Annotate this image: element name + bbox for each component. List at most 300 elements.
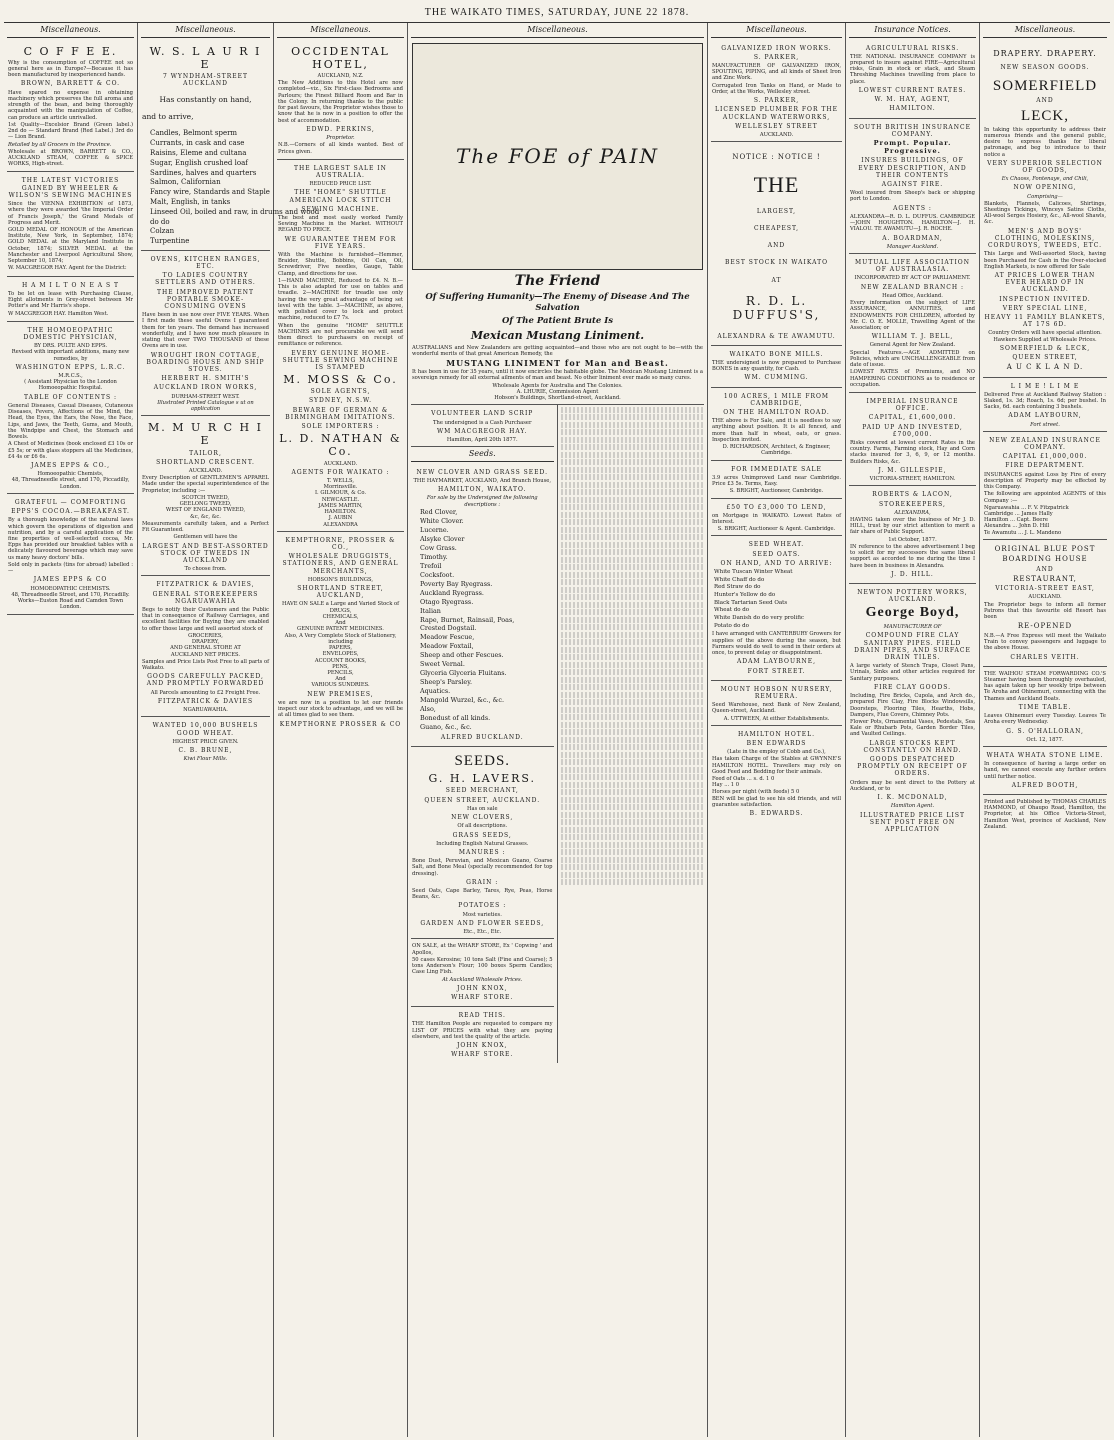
price-list <box>712 776 841 795</box>
ad-body: A Chest of Medicines (book enclosed £3 10s or £5 5s; or with glass stoppers all the Medicines, £4 4s or £6 6s. <box>8 441 133 460</box>
ad-line: AND <box>767 242 786 250</box>
agent-item: Morrinsville. <box>323 484 358 491</box>
list-item: Auckland Ryegrass. <box>420 588 484 597</box>
read-this-ad <box>411 1007 554 1063</box>
text-line <box>561 759 705 765</box>
properties-for-disposal <box>561 407 705 886</box>
ad-body: W MACGREGOR HAY. Hamilton West. <box>8 310 109 317</box>
galvanized-iron-ad <box>711 40 842 143</box>
ad-line: Hobson's Buildings, Shortland-street, Auckland. <box>494 395 621 402</box>
ad-line: AND <box>1036 97 1054 105</box>
ad-title: ROBERTS & LACON, <box>872 491 953 499</box>
ad-line: GRASS SEEDS, <box>452 831 512 839</box>
ad-body: Begs to notify their Customers and the Public that in consequence of Railway Carriages, and excellent facilities for Buying they are enabled to offer those large and well assorted stock of <box>142 606 269 632</box>
ad-body: Wholesale at BROWN, BARRETT & CO., AUCKLAND STEAM, COFFEE & SPICE WORKS, High-street. <box>8 148 133 168</box>
epps-cocoa-ad <box>7 494 134 615</box>
text-line <box>561 459 705 465</box>
home-shuttle-ad <box>277 160 404 532</box>
ad-line: EVERY GENUINE HOME-SHUTTLE SEWING MACHINE IS STAMPED <box>282 349 399 371</box>
ad-body: 1—HAND MACHINE, Reduced to £4. N. B.—This is also adapted for use on tables and treadle. 2—MACHINE for treadle use only having the very great advantage of being set level with the table. 3—MACHINE, as above, with polished cover to lock and protect machine, reduced to £7 7s. <box>278 277 403 322</box>
ad-title: L I M E ! L I M E <box>1010 382 1080 390</box>
ad-line: NEW CLOVERS, <box>451 814 514 822</box>
text-line <box>561 857 705 863</box>
ad-body: The Proprietor begs to inform all former Patrons that this favourite old Resort has been <box>984 601 1106 621</box>
ad-line: Kiwi Flour Mills. <box>183 756 228 763</box>
agent-item: J. AUBIN <box>328 515 353 522</box>
list-item: Turpentine <box>150 237 190 246</box>
ad-title: The Friend <box>514 272 601 289</box>
ad-line: A. LHURIE, Commission Agent <box>516 388 599 395</box>
ad-line: FIRE CLAY GOODS. <box>873 683 952 691</box>
ad-title: 100 ACRES, 1 MILE FROM CAMBRIDGE, <box>723 392 830 407</box>
list-item: White Danish do do very prolific <box>714 615 805 622</box>
list-item: PENS, <box>332 663 349 670</box>
list-item: Alsyke Clover <box>420 534 465 543</box>
list-item: AUCKLAND NET PRICES. <box>170 651 241 658</box>
ad-line: NEW ZEALAND BRANCH : <box>860 283 965 291</box>
text-line <box>561 444 705 450</box>
text-line <box>561 429 705 435</box>
item-list <box>142 495 269 520</box>
ad-line: SEED MERCHANT, <box>445 787 519 795</box>
whata-lime-ad <box>983 747 1107 795</box>
column-header: Miscellaneous. <box>7 23 134 38</box>
column-header: Miscellaneous. <box>141 23 270 38</box>
ad-line: Prompt. Popular. Progressive. <box>873 138 952 155</box>
ad-line: SYDNEY, N.S.W. <box>308 397 373 405</box>
ad-line: CAPITAL £1,000,000. <box>1002 453 1088 461</box>
ad-body: Have been in use now over FIVE YEARS. When I first made these useful Ovens I guaranteed them for ten years. The demand has increased wonderfully, and I have now much pleasure in stating that over TWO THOUSAND of these Ovens are in use. <box>142 312 269 350</box>
ad-title: H A M I L T O N E A S T <box>21 281 120 289</box>
list-item: DRAPERY, <box>191 639 220 646</box>
agent-list <box>278 478 403 528</box>
ad-line: Illustrated Printed Catalogue s ut on application <box>157 399 254 413</box>
text-line <box>561 819 705 825</box>
text-line <box>561 864 705 870</box>
price-item: Hay ... 1 0 <box>712 782 740 789</box>
ovens-ad <box>141 251 270 416</box>
agent-item: HAMILTON. <box>324 509 357 516</box>
ad-line: Including English Natural Grasses. <box>436 840 529 847</box>
text-line <box>561 677 705 683</box>
list-item: And <box>335 620 346 627</box>
masthead: THE WAIKATO TIMES, SATURDAY, JUNE 22 1878. <box>4 4 1110 23</box>
ad-line: ALEXANDRA & TE AWAMUTU. <box>717 332 836 340</box>
ad-line: ( Assistant Physician to the London Homoeopathic Hospital. <box>24 379 117 392</box>
text-line <box>561 782 705 788</box>
list-item: Cocksfoot. <box>420 570 455 579</box>
text-line <box>561 624 705 630</box>
ad-title: FITZPATRICK & DAVIES, <box>156 581 255 589</box>
ad-line: WE GUARANTEE THEM FOR FIVE YEARS. <box>284 235 397 250</box>
price-item: Horses per night (with feeds) 5 0 <box>712 788 800 795</box>
ad-body: Bone Dust, Peruvian, and Mexican Guano, Coarse Salt, and Bone Meal (specially recommended for top dressing). <box>412 858 553 877</box>
column-header: Insurance Notices. <box>849 23 976 38</box>
column-3 <box>274 23 408 1437</box>
text-line <box>561 744 705 750</box>
ad-body: Every Description of GENTLEMEN'S APPAREL Made under the special superintendence of the Proprietor, including :— <box>142 475 269 494</box>
ad-title: SEED WHEAT. <box>748 541 805 549</box>
ad-line: To choose from. <box>184 566 227 573</box>
text-line <box>561 654 705 660</box>
list-item: Wheat do do <box>714 607 750 614</box>
list-item: Red Clover, <box>420 507 458 516</box>
ad-line: VERY SPECIAL LINE, <box>1002 304 1088 312</box>
text-line <box>561 849 705 855</box>
ad-title: WANTED 10,000 BUSHELS GOOD WHEAT. <box>152 722 259 737</box>
ad-line: Manager Auckland. <box>886 243 939 250</box>
ad-line: NEW PREMISES, <box>307 690 374 698</box>
column-4-split <box>411 405 704 1063</box>
ad-body: HAVING taken over the business of Mr J. D. HILL, trust by our strict attention to merit a fair share of Public Support. <box>850 516 975 536</box>
ad-line: NEW SEASON GOODS. <box>1000 64 1090 72</box>
ad-line: ALFRED BUCKLAND. <box>440 734 524 742</box>
list-item: Sweet Vernal. <box>420 660 465 669</box>
ad-line: ON HAND, AND TO ARRIVE: <box>720 559 833 567</box>
ad-body: The best and most easily worked Family Sewing Machine in the Market. WITHOUT REGARD TO PRICE. <box>278 214 403 234</box>
text-line <box>561 722 705 728</box>
ad-title: R. D. L. DUFFUS'S, <box>732 293 821 323</box>
text-line <box>561 639 705 645</box>
ad-body: To be let on lease with Purchasing Clause, Eight allotments in Grey-street between Mr Potter's and Mr Harris's shops. <box>8 290 133 310</box>
ad-line: AUCKLAND. <box>188 468 223 475</box>
ad-line: HERBERT H. SMITH'S <box>161 375 250 383</box>
ad-body: N.B.—A Free Express will meet the Waikato Train to convey passengers and luggage to the above House. <box>984 632 1106 652</box>
ad-line: Has constantly on hand, <box>159 95 252 105</box>
ad-line: WM. CUMMING. <box>744 374 809 382</box>
ad-body: In consequence of having a large order on hand, we cannot execute any further orders until further notice. <box>984 761 1106 780</box>
ad-line: G. S. O'HALLORAN, <box>1006 727 1084 735</box>
ad-line: C. B. BRUNE, <box>178 746 233 754</box>
list-item: Colzan <box>150 227 175 236</box>
text-line <box>561 729 705 735</box>
ad-title: ORIGINAL BLUE POST <box>994 544 1096 553</box>
list-item: VARIOUS SUNDRIES. <box>311 682 370 689</box>
ad-line: BY DRS. PULTE AND EPPS. <box>33 343 108 350</box>
ad-line: FIRE DEPARTMENT. <box>1005 462 1085 470</box>
agent-item: Alexandra ... John D. Hill <box>984 523 1050 530</box>
text-line <box>561 609 705 615</box>
ad-body: Leaves Ohinemuri every Tuesday. Leaves Te Aroha every Wednesday. <box>984 713 1106 726</box>
ad-body: Corrugated Iron Tanks on Hand, or Made to Order, at the Works, Wellesley street. <box>712 82 841 95</box>
hamilton-hotel-ad <box>711 726 842 823</box>
item-list <box>142 633 269 658</box>
ad-line: AGAINST FIRE. <box>881 181 944 189</box>
ad-body: It has been in use for 35 years, until it now encircles the habitable globe. The Mexican Mustang Liniment is a sovereign remedy for all external ailments of man and beast. No other liniment ever made so many cures. <box>412 369 703 382</box>
ad-body: Why is the consumption of COFFEE not so general here as in Europe?—Because it has been manufactured by inexperienced hands. <box>8 59 133 79</box>
ad-line: LICENSED PLUMBER FOR THE AUCKLAND WATERWORKS, <box>714 106 838 121</box>
columns <box>4 23 1110 1437</box>
text-line <box>561 767 705 773</box>
ad-title: DRAPERY. DRAPERY. <box>993 48 1097 58</box>
agent-item: Cambridge ... James Hally <box>984 510 1053 517</box>
ad-line: MEN'S AND BOYS' CLOTHING, MOLESKINS, CORDUROYS, TWEEDS, ETC. <box>987 227 1103 250</box>
text-line <box>561 872 705 878</box>
text-line <box>561 422 705 428</box>
text-line <box>561 752 705 758</box>
volunteer-scrip-ad <box>411 405 554 447</box>
ad-body: THE undersigned is now prepared to Purchase BONES in any quantity, for Cash. <box>712 360 841 373</box>
ad-title: MUTUAL LIFE ASSOCIATION OF AUSTRALASIA. <box>855 259 970 274</box>
ad-line: HEAVY 11 FAMILY BLANKETS, AT 17S 6D. <box>984 313 1106 329</box>
ad-line: S. BRIGHT, Auctioneer & Agent. Cambridge. <box>717 526 836 533</box>
ad-line: CAPITAL, £1,600,000. <box>868 414 957 422</box>
ad-line: NOW OPENING, <box>1013 184 1077 192</box>
ad-line: LARGEST AND BEST-ASSORTED STOCK OF TWEEDS IN AUCKLAND <box>142 542 269 564</box>
ad-line: All Parcels amounting to £2 Freight Free. <box>150 689 261 696</box>
ad-line: SHORTLAND CRESCENT. <box>156 458 255 466</box>
list-item: GROCERIES, <box>188 632 223 639</box>
ad-body: Including, Fire Bricks, Cupola, and Arch do., prepared Fire Clay, Fire Blocks Windowsills, Doorsteps, Flooring Tiles, Hearths, Hobs, Dampers, Flue Covers, Chimney Pots. <box>850 693 975 718</box>
immediate-sale-ad <box>711 461 842 499</box>
agent-item: Ngaruawahia ... F. V. Fitzpatrick <box>984 504 1069 511</box>
mutual-life-ad <box>849 254 976 393</box>
ad-line: Etc., Etc., Etc. <box>463 929 502 936</box>
ad-line: Wholesale Agents for Australia and The Colonies. <box>492 382 623 389</box>
ad-line: POTATOES : <box>458 902 507 910</box>
ad-line: WHOLESALE DRUGGISTS, STATIONERS, AND GENERAL MERCHANTS, <box>282 553 399 575</box>
ad-line: THE IMPROVED PATENT PORTABLE SMOKE-CONSUMING OVENS <box>157 288 254 311</box>
imprint-text: Printed and Published by THOMAS CHARLES HAMMOND, of Ohaupo Road, Hamilton, the Proprietor, at his Office Victoria-Street, Hamilton West, province of Auckland, New Zealand. <box>984 799 1106 830</box>
ad-line: A. BOARDMAN, <box>882 234 943 242</box>
text-line <box>561 647 705 653</box>
item-list <box>712 569 841 631</box>
ad-body: Blankets, Flannels, Calicoes, Shirtings, Sheetings Tickings, Winceys Satins Cloths, All-wool Serges Hosiery, &c., All-wool Shawls, &c. <box>984 200 1106 226</box>
text-line <box>561 789 705 795</box>
ad-line: At Auckland Wholesale Prices. <box>442 976 523 983</box>
ad-line: For sale by the Undersigned the following descriptions : <box>426 495 538 508</box>
agent-item: Te Awamutu ... J. L. Mandeno <box>984 529 1062 536</box>
list-item: Aquatics. <box>420 687 451 696</box>
ad-line: AGENTS : <box>893 204 932 212</box>
ad-title: LECK, <box>1021 107 1069 124</box>
ad-line: HAVE ON SALE a Large and Varied Stock of <box>281 601 400 608</box>
ad-body: Risks covered at lowest current Rates in the country. Farms, Farming stock, Hay and Corn stacks insured for 3, 6, 9, or 12 months. Builders Risks, &c. <box>850 439 975 465</box>
text-line <box>561 617 705 623</box>
clover-grass-ad <box>411 464 554 747</box>
text-line <box>561 632 705 638</box>
text-line <box>561 774 705 780</box>
column-5 <box>708 23 846 1437</box>
column-2 <box>138 23 320 1437</box>
ad-title: NEW ZEALAND INSURANCE COMPANY. <box>989 436 1101 452</box>
list-item: White Clover. <box>420 516 464 525</box>
list-item: Italian <box>420 606 441 615</box>
ad-line: Has on sale <box>466 805 498 812</box>
ad-line: A U C K L A N D. <box>1006 363 1084 372</box>
ad-line: MANUFACTURER OF <box>883 624 942 631</box>
ad-line: WHARF STORE. <box>451 993 514 1001</box>
ad-line: Also, A Very Complete Stock of Stationery, including <box>284 632 397 645</box>
newton-pottery-ad <box>849 584 976 838</box>
list-item: Raisins, Eleme and cultana <box>150 148 247 157</box>
ad-title: SEEDS. <box>454 753 511 770</box>
ad-line: AUCKLAND. <box>1028 594 1062 601</box>
wheeler-wilson-ad <box>7 172 134 276</box>
column-header: Miscellaneous. <box>711 23 842 38</box>
agent-item: ALEXANDRA <box>323 521 358 528</box>
ad-line: AGENTS FOR WAIKATO : <box>291 468 390 476</box>
ad-line: LARGE STOCKS KEPT CONSTANTLY ON HAND. <box>863 739 962 754</box>
slogan-line: Of Suffering Humanity—The Enemy of Disease And The Salvation <box>425 292 690 313</box>
price-item: Feed of Oats ... s. d. 1 0 <box>712 776 775 783</box>
text-line <box>561 797 705 803</box>
ad-line: EDWD. PERKINS, <box>306 125 375 133</box>
ad-line: PAID UP AND INVESTED, £700,000. <box>862 423 963 438</box>
ad-title: SEED OATS. <box>752 550 801 558</box>
ad-line: VICTORIA-STREET, HAMILTON. <box>869 476 956 483</box>
list-item: ACCOUNT BOOKS, <box>314 657 367 664</box>
ad-body: N.B.—Corners of all kinds wanted. Best of Prices given. <box>278 142 403 155</box>
ad-line: BOARDING HOUSE <box>1002 555 1088 564</box>
list-item: Poverty Bay Ryegrass. <box>420 579 493 588</box>
ad-body: BEN will be glad to see his old friends, and will guarantee satisfaction. <box>712 795 841 809</box>
murchie-ad <box>141 416 270 576</box>
ad-line: RE-OPENED <box>1017 622 1073 631</box>
ad-line: JAMES EPPS & CO <box>33 576 108 584</box>
column-header: Miscellaneous. <box>983 23 1107 38</box>
ad-line: Ex Chaoss, Fontenaye, and Chili, <box>1001 176 1089 183</box>
ad-title: GALVANIZED IRON WORKS. <box>721 44 832 52</box>
ad-body: Every information on the subject of LIFE ASSURANCE, ANNUITIES, and ENDOWMENTS FOR CHILDREN, afforded by Mr. C. O. E. MOLLE, Travelling Agent of the Association; or <box>850 300 975 331</box>
text-line <box>561 669 705 675</box>
lavers-seeds-ad <box>411 747 554 939</box>
ad-title: FOR IMMEDIATE SALE <box>731 465 822 473</box>
ad-line: Gentlemen will have the <box>173 534 238 541</box>
ad-body: AUSTRALIANS and New Zealanders are getting acquainted—and those who are not ought to be—with the wonderful merits of that great American Remedy, the <box>412 345 703 358</box>
ad-line: GOODS CAREFULLY PACKED, AND PROMPTLY FORWARDED <box>146 673 265 688</box>
ad-line: I. K. MCDONALD, <box>877 794 948 802</box>
ad-body: 50 cases Kerosine; 10 tons Salt (Fine and Coarse); 5 tons Anderson's Flour; 100 boxes Sperm Candles; Case Ling Fish. <box>412 956 553 976</box>
list-item: And <box>335 676 346 683</box>
ad-line: TO LADIES COUNTRY SETTLERS AND OTHERS. <box>155 272 256 287</box>
list-item: WEST OF ENGLAND TWEED, <box>165 507 246 514</box>
text-line <box>561 452 705 458</box>
item-list <box>278 608 403 633</box>
ad-line: AUCKLAND. <box>759 131 794 138</box>
ad-title: EPPS'S COCOA.—BREAKFAST. <box>11 508 130 516</box>
ad-body: Seed Oats, Cape Barley, Tares, Rye, Peas, Horse Beans, &c. <box>412 888 553 901</box>
ad-body: THE Hamilton People are requested to compare my LIST OF PRICES with what they are paying elsewhere, and test the quality of the article. <box>412 1021 553 1040</box>
ad-line: TIME TABLE. <box>1018 703 1072 711</box>
ad-body: Samples and Price Lists Post Free to all parts of Waikato. <box>142 658 269 672</box>
ad-title: TABLE OF CONTENTS : <box>23 393 118 401</box>
ad-line: 7 WYNDHAM-STREET AUCKLAND <box>162 72 249 88</box>
ad-line: ADAM LAYBOURNE, <box>736 658 817 666</box>
list-item: AND GENERAL STORE AT <box>170 645 241 652</box>
ad-line: VICTORIA-STREET EAST, <box>995 585 1095 593</box>
homoeopathic-ad <box>7 322 134 494</box>
ad-line: 1st October, 1877. <box>888 536 937 543</box>
text-line <box>561 662 705 668</box>
text-line <box>561 737 705 743</box>
ad-title: SOMERFIELD <box>992 78 1098 95</box>
text-line <box>561 489 705 495</box>
ad-title: C O F F E E. <box>23 44 118 58</box>
column-4-left <box>411 405 558 1063</box>
list-item: &c, &c, &c. <box>190 513 221 520</box>
ad-title: NOTICE : NOTICE ! <box>732 153 821 162</box>
ad-line: AND <box>1036 565 1054 573</box>
column-header: Miscellaneous. <box>277 23 404 38</box>
ad-line: MANURES : <box>458 848 506 856</box>
poster-title: The FOE of PAIN <box>412 43 703 270</box>
ad-title: NEWTON POTTERY WORKS, AUCKLAND. <box>857 589 968 604</box>
ad-body: Sold only in packets (tins for abroad) labelled :— <box>8 561 133 575</box>
ad-body: Retailed by all Grocers in the Province. <box>8 141 112 148</box>
ad-body: LOWEST RATES of Premiums, and NO HAMPERING CONDITIONS as to residence or occupation. <box>850 369 975 388</box>
text-line <box>561 587 705 593</box>
ad-title: L. D. NATHAN & Co. <box>279 432 402 459</box>
ad-body: Have spared no expense in obtaining machinery which preserves the full aroma and strength of the bean, and being thoroughly acquainted with the manipulation of Coffee, can produce an article unrivalled. <box>8 89 133 121</box>
ad-line: J. M. GILLESPIE, <box>878 466 947 474</box>
ad-body: Seed Warehouse, next Bank of New Zealand, Queen-street, Auckland. <box>712 702 841 715</box>
ad-line: INSPECTION INVITED. <box>999 295 1091 303</box>
agent-item: JAMES MARTIN, <box>318 502 363 509</box>
list-item: White Chaff do do <box>714 576 765 583</box>
south-british-ad <box>849 119 976 255</box>
national-insurance-ad <box>849 40 976 119</box>
list-item: Otago Ryegrass. <box>420 597 474 606</box>
ad-body: This Large and Well-assorted Stock, having been Purchased for Cash in the Over-stocked English Markets, is now offered for Sale <box>984 251 1106 270</box>
list-item: Crested Dogstail. <box>420 624 477 633</box>
ad-line: TAILOR, <box>189 449 222 457</box>
ad-line: STOREKEEPERS, <box>879 500 946 508</box>
text-line <box>561 707 705 713</box>
ad-line: JOHN KNOX, <box>457 984 508 992</box>
list-item: White Tuscan Winter Wheat <box>714 568 793 575</box>
list-item: Lucerne. <box>420 525 449 534</box>
ad-line: ILLUSTRATED PRICE LIST SENT POST FREE ON APPLICATION <box>859 811 966 833</box>
ad-line: Proprietor. <box>326 135 355 142</box>
ad-line: BEST STOCK IN WAIKATO <box>724 259 829 267</box>
ad-line: Hamilton, April 20th 1877. <box>446 436 518 443</box>
seed-wheat-ad <box>711 536 842 680</box>
ad-title: George Boyd, <box>865 605 960 621</box>
column-6 <box>846 23 980 1437</box>
agent-item: I. GILMOUR, & Co. <box>314 490 367 497</box>
ad-line: The undersigned is a Cash Purchaser <box>433 419 532 426</box>
ad-line: JOHN KNOX, <box>457 1042 508 1049</box>
list-item: Bonedust of all kinds. <box>420 714 491 723</box>
list-item: PENCILS, <box>327 669 354 676</box>
text-line <box>561 812 705 818</box>
text-line <box>561 519 705 525</box>
ad-line: FITZPATRICK & DAVIES <box>157 697 254 705</box>
ad-title: KEMPTHORNE, PROSSER & CO., <box>285 536 396 552</box>
ad-line: and to arrive, <box>142 112 194 122</box>
column-header: Miscellaneous. <box>411 23 704 38</box>
list-item: DRUGS, <box>329 607 352 614</box>
agent-item: T. WELLS, <box>326 477 355 484</box>
ad-body: IN reference to the above advertisement I beg to solicit for my successors the same liberal support as accorded to me during the time I have been in business in Alexandra. <box>850 543 975 569</box>
list-item: Currants, in cask and case <box>150 139 245 148</box>
list-item: Guano, &c., &c. <box>420 723 472 732</box>
text-line <box>561 564 705 570</box>
ad-line: Fort street. <box>1030 421 1060 428</box>
wanted-wheat-ad <box>141 717 270 765</box>
ad-title: OVENS, KITCHEN RANGES, ETC. <box>150 255 261 271</box>
section-header: Seeds. <box>411 447 554 462</box>
kempthorne-prosser-ad <box>277 532 404 733</box>
list-item: Cow Grass. <box>420 543 457 552</box>
ad-line: QUEEN STREET, AUCKLAND. <box>424 796 541 804</box>
ad-line: HIGHEST PRICE GIVEN. <box>172 738 239 745</box>
column-1 <box>4 23 138 1437</box>
ad-line: J. D. HILL. <box>891 570 934 578</box>
ad-line: Comprising— <box>1027 193 1063 200</box>
ad-line: Head Office, Auckland. <box>882 292 943 299</box>
